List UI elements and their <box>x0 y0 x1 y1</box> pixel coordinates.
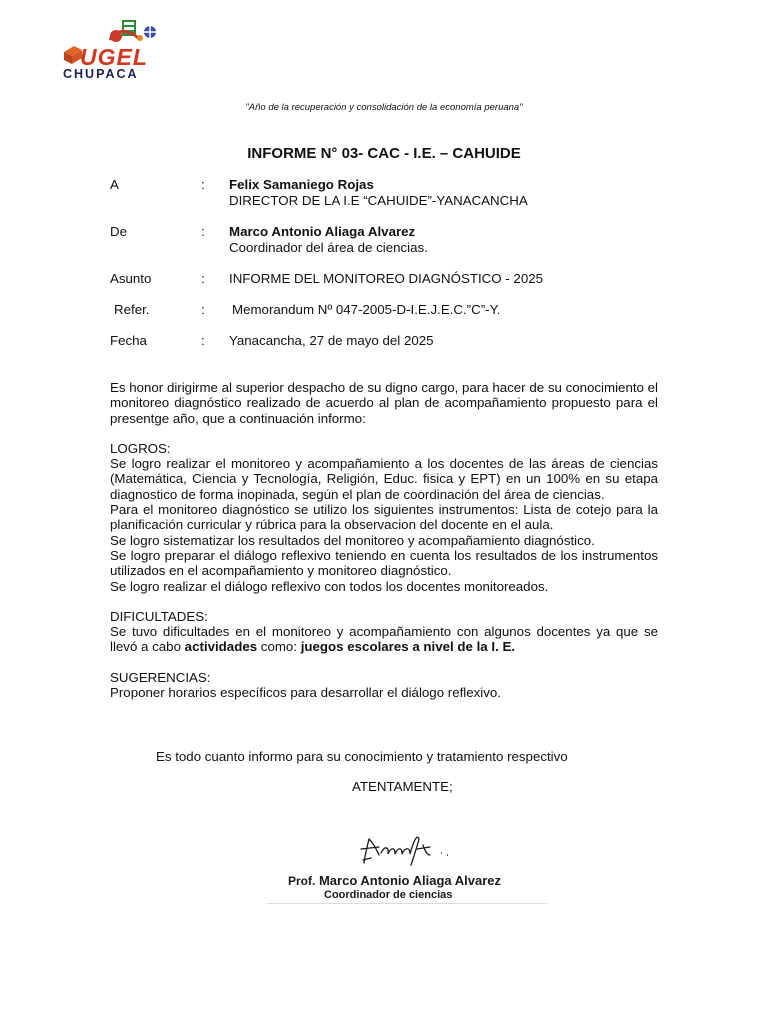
field-refer-colon: : <box>201 302 205 317</box>
dificultades-paragraph <box>110 624 658 655</box>
field-de-colon: : <box>201 224 205 239</box>
field-fecha-value: Yanacancha, 27 de mayo del 2025 <box>229 333 434 348</box>
field-a-label: A <box>110 177 119 192</box>
signature-divider <box>267 903 547 904</box>
signer-role: Coordinador de ciencias <box>324 889 453 901</box>
sender-role: Coordinador del área de ciencias. <box>229 240 428 255</box>
field-refer-value: Memorandum Nº 047-2005-D-I.E.J.E.C.”C”-Y. <box>232 302 501 317</box>
atentamente: ATENTAMENTE; <box>352 779 453 794</box>
logros-heading: LOGROS: <box>110 440 171 456</box>
field-refer-label: Refer. <box>114 302 150 317</box>
logros-item-4: Se logro preparar el diálogo reflexivo teniendo en cuenta los resultados de los instrumentos utilizados en el acompañamiento y monitoreo diagnóstico. <box>110 547 658 579</box>
logo-wordmark: UGEL <box>80 44 148 70</box>
dificultades-text-1: Se tuvo dificultades en el monitoreo y acompañamiento con algunos docentes ya que se llevó a cabo <box>110 624 658 655</box>
logros-item-5: Se logro realizar el diálogo reflexivo con todos los docentes monitoreados. <box>110 578 549 594</box>
logros-item-3: Se logro sistematizar los resultados del monitoreo y acompañamiento diagnóstico. <box>110 532 595 548</box>
field-fecha-colon: : <box>201 333 205 348</box>
intro-paragraph: Es honor dirigirme al superior despacho de su digno cargo, para hacer de su conocimiento el monitoreo diagnóstico realizado de acuerdo al plan de acompañamiento propuesto para el presentge año, que a continuación informo: <box>110 380 658 426</box>
dificultades-bold-1: actividades <box>184 639 258 655</box>
dificultades-text-2: como: <box>257 639 301 655</box>
sugerencias-heading: SUGERENCIAS: <box>110 669 211 685</box>
closing-line: Es todo cuanto informo para su conocimiento y tratamiento respectivo <box>156 749 568 764</box>
field-a-value <box>229 177 649 209</box>
field-asunto-value: INFORME DEL MONITOREO DIAGNÓSTICO - 2025 <box>229 271 544 286</box>
recipient-name: Felix Samaniego Rojas <box>229 177 374 192</box>
logros-item-1: Se logro realizar el monitoreo y acompañamiento a los docentes de las áreas de ciencias (Matemática, Ciencia y Tecnología, Religión, Educ. fisica y EPT) en un 100% en su etapa diagnostico de forma inopinada, según el plan de coordinación del área de ciencias. <box>110 456 658 502</box>
field-a-colon: : <box>201 177 205 192</box>
signer-prefix: Prof. <box>288 874 316 888</box>
logros-item-2: Para el monitoreo diagnóstico se utilizo los siguientes instrumentos: Lista de cotejo para la planificación curricular y rúbrica para la observacion del docente en el aula. <box>110 502 658 533</box>
dificultades-bold-2: juegos escolares a nivel de la I. E. <box>300 639 516 655</box>
field-asunto-label: Asunto <box>110 271 152 286</box>
dificultades-heading: DIFICULTADES: <box>110 608 208 624</box>
ugel-logo <box>60 18 175 82</box>
sender-name: Marco Antonio Aliaga Alvarez <box>229 224 416 239</box>
signer-name-line <box>288 873 501 888</box>
field-asunto-colon: : <box>201 271 205 286</box>
sugerencias-text: Proponer horarios específicos para desarrollar el diálogo reflexivo. <box>110 685 501 701</box>
logo-subtitle: CHUPACA <box>63 67 139 81</box>
report-title: INFORME N° 03- CAC - I.E. – CAHUIDE <box>247 145 521 162</box>
recipient-role: DIRECTOR DE LA I.E “CAHUIDE”-YANACANCHA <box>229 193 528 208</box>
signer-name: Marco Antonio Aliaga Alvarez <box>318 873 502 888</box>
field-de-label: De <box>110 224 127 239</box>
field-fecha-label: Fecha <box>110 333 147 348</box>
handwritten-signature <box>355 825 460 870</box>
field-de-value <box>229 224 649 256</box>
year-motto: "Año de la recuperación y consolidación de la economía peruana" <box>245 102 523 113</box>
report-body <box>110 380 658 700</box>
